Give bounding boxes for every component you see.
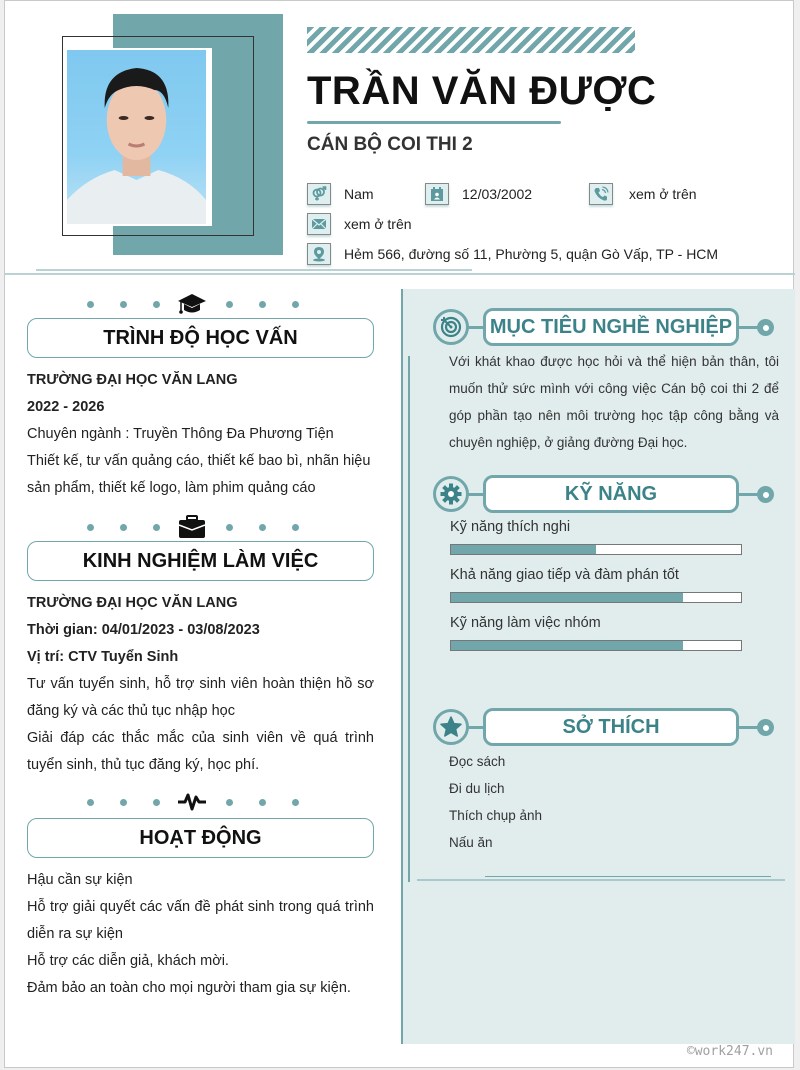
- connector-knob: [757, 319, 774, 336]
- calendar-icon: [425, 183, 449, 205]
- education-description: Thiết kế, tư vấn quảng cáo, thiết kế bao bì, nhãn hiệu: [27, 453, 371, 469]
- candidate-name: TRẦN VĂN ĐƯỢC: [307, 69, 657, 113]
- info-phone: [589, 183, 697, 205]
- skill-progress-bar: [450, 592, 742, 603]
- bottom-divider: [417, 879, 785, 881]
- connector-knob: [757, 486, 774, 503]
- decorative-stripes: [307, 27, 635, 53]
- education-content: [27, 367, 374, 502]
- target-icon: [433, 309, 469, 345]
- education-heading: TRÌNH ĐỘ HỌC VẤN: [27, 318, 374, 358]
- header-divider-short: [36, 269, 472, 271]
- watermark: ©work247.vn: [686, 1044, 773, 1059]
- phone-icon: [589, 183, 613, 205]
- star-icon: [433, 709, 469, 745]
- skill-item: [450, 615, 742, 651]
- objective-header: [433, 308, 779, 346]
- activity-item: Đảm bảo an toàn cho mọi người tham gia sự kiện.: [27, 980, 351, 996]
- education-divider: [87, 292, 325, 316]
- location-icon: [307, 243, 331, 265]
- skill-label: Kỹ năng thích nghi: [450, 519, 571, 535]
- skill-label: Khả năng giao tiếp và đàm phán tốt: [450, 567, 679, 583]
- profile-photo: [65, 48, 212, 226]
- activity-item: Hỗ trợ giải quyết các vấn đề phát sinh trong quá trình diễn ra sự kiện: [27, 899, 374, 942]
- hobby-item: Đi du lịch: [449, 781, 505, 796]
- name-underline: [307, 121, 561, 124]
- experience-position: Vị trí: CTV Tuyển Sinh: [27, 649, 179, 665]
- experience-period: Thời gian: 04/01/2023 - 03/08/2023: [27, 622, 260, 638]
- timeline-line: [408, 356, 410, 882]
- skill-label: Kỹ năng làm việc nhóm: [450, 615, 601, 631]
- activities-divider: [87, 790, 325, 814]
- hobby-item: Đọc sách: [449, 754, 506, 769]
- activities-content: [27, 867, 374, 1002]
- portrait-icon: [67, 50, 206, 224]
- info-email: [307, 213, 412, 235]
- experience-description-2: Giải đáp các thắc mắc của sinh viên về quá trình tuyển sinh, thủ tục đăng ký, học phí.: [27, 730, 374, 773]
- skill-progress-bar: [450, 640, 742, 651]
- hobbies-heading: SỞ THÍCH: [483, 708, 739, 746]
- cv-page: [4, 0, 794, 1068]
- phone-value: xem ở trên: [629, 186, 697, 202]
- activity-item: Hậu cần sự kiện: [27, 872, 133, 888]
- objective-text: Với khát khao được học hỏi và thể hiện bản thân, tôi muốn thử sức mình với công việc Cán bộ coi thi 2 để góp phần tạo nên môi trường học tập công bằng và chuyên nghiệp, ở giảng đường Đại học.: [449, 354, 779, 450]
- email-value: xem ở trên: [344, 216, 412, 232]
- right-column: [401, 289, 795, 1044]
- hobby-item: Thích chụp ảnh: [449, 808, 543, 823]
- bottom-divider-short: [485, 876, 771, 877]
- skills-header: [433, 475, 779, 513]
- gender-value: Nam: [344, 186, 374, 202]
- info-gender: [307, 183, 374, 205]
- experience-divider: [87, 515, 325, 539]
- experience-description: Tư vấn tuyển sinh, hỗ trợ sinh viên hoàn thiện hồ sơ đăng ký và các thủ tục nhập học: [27, 676, 374, 719]
- email-icon: [307, 213, 331, 235]
- activity-item: Hỗ trợ các diễn giả, khách mời.: [27, 953, 229, 969]
- skill-item: [450, 519, 742, 555]
- objective-heading: MỤC TIÊU NGHỀ NGHIỆP: [483, 308, 739, 346]
- info-address: [307, 243, 718, 265]
- gender-icon: [307, 183, 331, 205]
- graduation-cap-icon: [176, 292, 208, 316]
- experience-content: [27, 590, 374, 779]
- education-major: Chuyên ngành : Truyền Thông Đa Phương Tiện: [27, 426, 334, 442]
- education-years: 2022 - 2026: [27, 399, 105, 415]
- briefcase-icon: [176, 515, 208, 539]
- activity-pulse-icon: [176, 790, 208, 814]
- education-school: TRƯỜNG ĐẠI HỌC VĂN LANG: [27, 372, 238, 388]
- address-value: Hẻm 566, đường số 11, Phường 5, quận Gò Vấp, TP - HCM: [344, 246, 719, 262]
- gear-icon: [433, 476, 469, 512]
- hobbies-header: [433, 708, 779, 746]
- hobby-item: Nấu ăn: [449, 835, 493, 850]
- connector-knob: [757, 719, 774, 736]
- skills-heading: KỸ NĂNG: [483, 475, 739, 513]
- experience-company: TRƯỜNG ĐẠI HỌC VĂN LANG: [27, 595, 238, 611]
- birthday-value: 12/03/2002: [462, 186, 533, 202]
- skill-progress-bar: [450, 544, 742, 555]
- header-divider: [5, 273, 795, 275]
- activities-heading: HOẠT ĐỘNG: [27, 818, 374, 858]
- education-description-cont: sản phẩm, thiết kế logo, làm phim quảng cáo: [27, 480, 316, 496]
- experience-heading: KINH NGHIỆM LÀM VIỆC: [27, 541, 374, 581]
- info-birthday: [425, 183, 532, 205]
- skill-item: [450, 567, 742, 603]
- job-title: CÁN BỘ COI THI 2: [307, 134, 473, 155]
